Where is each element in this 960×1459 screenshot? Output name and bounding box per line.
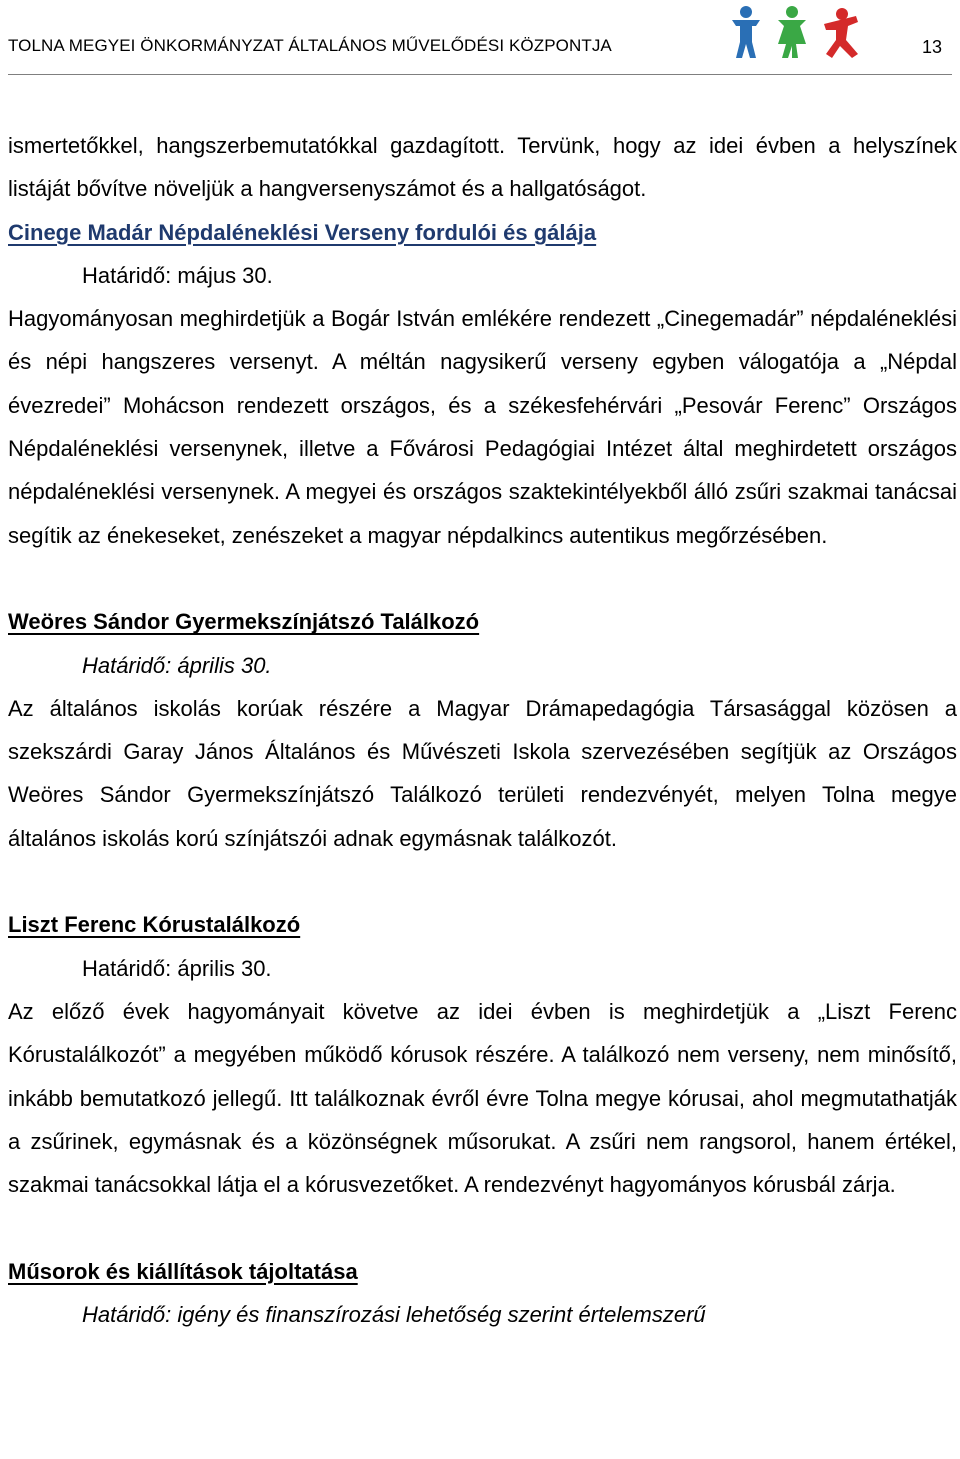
paragraph-liszt: Az előző évek hagyományait követve az idei évben is meghirdetjük a „Liszt Ferenc Kórustalálkozót” a megyében működő kórusok részére. A találkozó nem verseny, nem minősítő, inkább bemutatkozó jellegű. Itt találkoznak évről évre Tolna megye kórusai, ahol megmutathatják a zsűrinek, egymásnak és a közönségnek műsorukat. A zsűri nem rangsorol, hanem értékel, szakmai tanácsokkal látja el a kórusvezetőket. A rendezvényt hagyományos kórusbál zárja. <box>8 998 957 1198</box>
spacer <box>8 1206 957 1249</box>
section-title-liszt: Liszt Ferenc Kórustalálkozó <box>8 912 301 938</box>
spacer <box>8 860 957 903</box>
header-title: TOLNA MEGYEI ÖNKORMÁNYZAT ÁLTALÁNOS MŰVELŐDÉSI KÖZPONTJA <box>8 36 612 55</box>
paragraph-cinege: Hagyományosan meghirdetjük a Bogár István emlékére rendezett „Cinegemadár” népdaléneklési és népi hangszeres versenyt. A méltán nagysikerű verseny egyben válogatója a „Népdal évezredei” Mohácson rendezett országos, és a székesfehérvári „Pesovár Ferenc” Országos Népdaléneklési versenynek, illetve a Fővárosi Pedagógiai Intézet által meghirdetett országos népdaléneklési versenynek. A megyei és országos szaktekintélyekből álló zsűri szakmai tanácsai segítik az énekeseket, zenészeket a magyar népdalkincs autentikus megőrzésében. <box>8 306 957 548</box>
section-title-cinege: Cinege Madár Népdaléneklési Verseny fordulói és gálája <box>8 219 597 245</box>
page-number: 13 <box>922 37 943 57</box>
page-header <box>0 0 960 76</box>
section-title-musorok: Műsorok és kiállítások tájoltatása <box>8 1258 358 1284</box>
document-body <box>8 124 957 1336</box>
deadline-cinege: Határidő: május 30. <box>82 262 273 288</box>
header-divider <box>8 74 952 75</box>
spacer <box>8 557 957 600</box>
paragraph-weores: Az általános iskolás korúak részére a Magyar Drámapedagógia Társasággal közösen a szekszárdi Garay János Általános és Művészeti Iskola szervezésében segítjük az Országos Weöres Sándor Gyermekszínjátszó Találkozó területi rendezvényét, melyen Tolna megye általános iskolás korú színjátszói adnak egymásnak találkozót. <box>8 695 957 851</box>
deadline-musorok: Határidő: igény és finanszírozási lehetőség szerint értelemszerű <box>82 1302 706 1328</box>
section-title-weores: Weöres Sándor Gyermekszínjátszó Találkozó <box>8 609 480 635</box>
children-logo-icon <box>726 2 866 64</box>
deadline-liszt: Határidő: április 30. <box>82 955 272 981</box>
intro-paragraph: ismertetőkkel, hangszerbemutatókkal gazdagított. Tervünk, hogy az idei évben a helyszínek listáját bővítve növeljük a hangversenyszámot és a hallgatóságot. <box>8 133 957 202</box>
deadline-weores: Határidő: április 30. <box>82 652 272 678</box>
